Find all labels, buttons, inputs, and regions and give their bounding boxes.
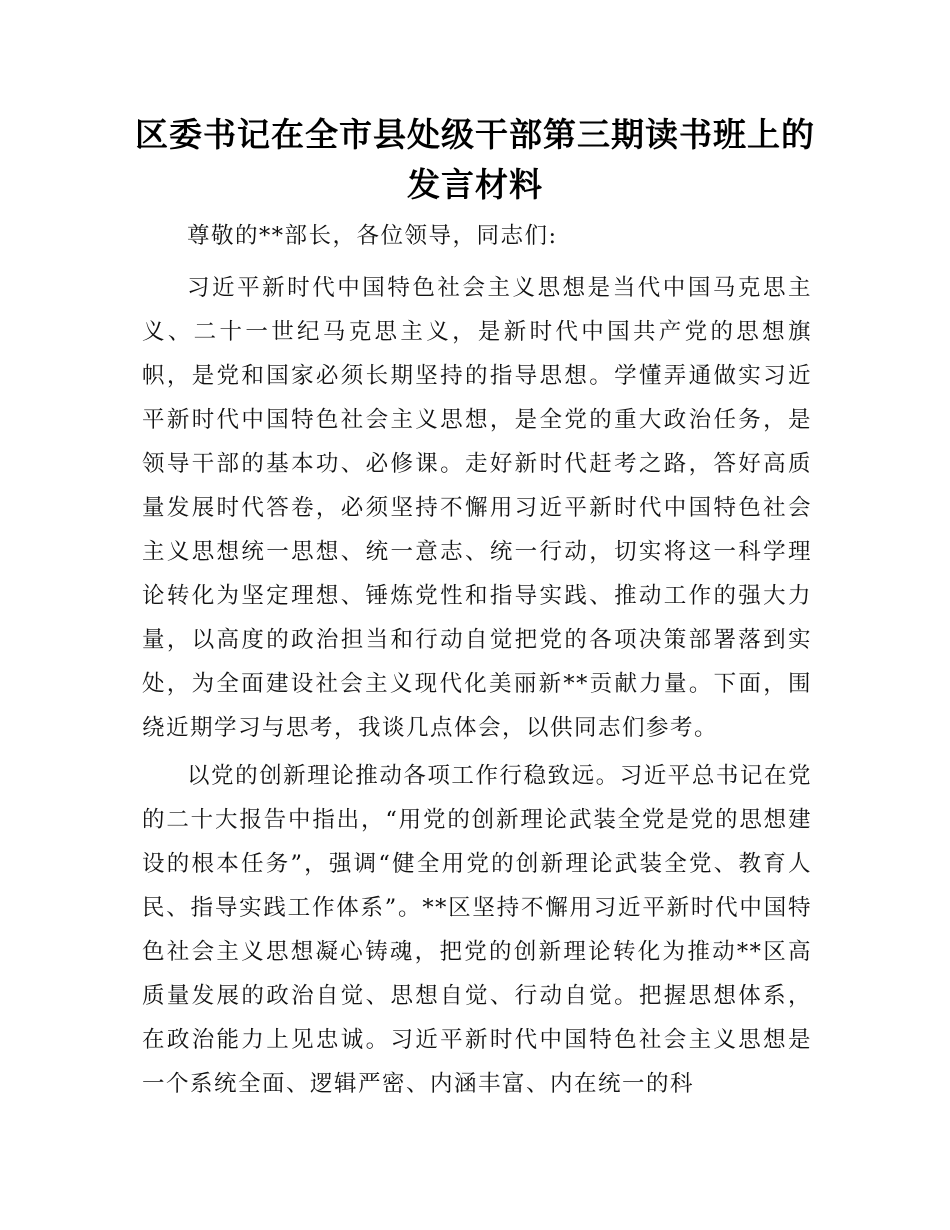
- salutation: 尊敬的**部长，各位领导，同志们:: [187, 223, 558, 249]
- title-line-2: 发言材料: [407, 165, 543, 204]
- paragraph-1: 习近平新时代中国特色社会主义思想是当代中国马克思主义、二十一世纪马克思主义，是新时代中国共产党的思想旗帜，是党和国家必须长期坚持的指导思想。学懂弄通做实习近平新时代中国特色社会主义思想，是全党的重大政治任务，是领导干部的基本功、必修课。走好新时代赶考之路，答好高质量发展时代答卷，必须坚持不懈用习近平新时代中国特色社会主义思想统一思想、统一意志、统一行动，切实将这一科学理论转化为坚定理想、锤炼党性和指导实践、推动工作的强大力量，以高度的政治担当和行动自觉把党的各项决策部署落到实处，为全面建设社会主义现代化美丽新**贡献力量。下面，围绕近期学习与思考，我谈几点体会，以供同志们参考。: [142, 275, 812, 741]
- document-title: [120, 110, 830, 210]
- paragraph-2: 以党的创新理论推动各项工作行稳致远。习近平总书记在党的二十大报告中指出，“用党的创新理论武装全党是党的思想建设的根本任务”，强调“健全用党的创新理论武装全党、教育人民、指导实践工作体系”。**区坚持不懈用习近平新时代中国特色社会主义思想凝心铸魂，把党的创新理论转化为推动**区高质量发展的政治自觉、思想自觉、行动自觉。把握思想体系，在政治能力上见忠诚。习近平新时代中国特色社会主义思想是一个系统全面、逻辑严密、内涵丰富、内在统一的科: [142, 763, 812, 1097]
- title-line-1: 区委书记在全市县处级干部第三期读书班上的: [135, 115, 815, 154]
